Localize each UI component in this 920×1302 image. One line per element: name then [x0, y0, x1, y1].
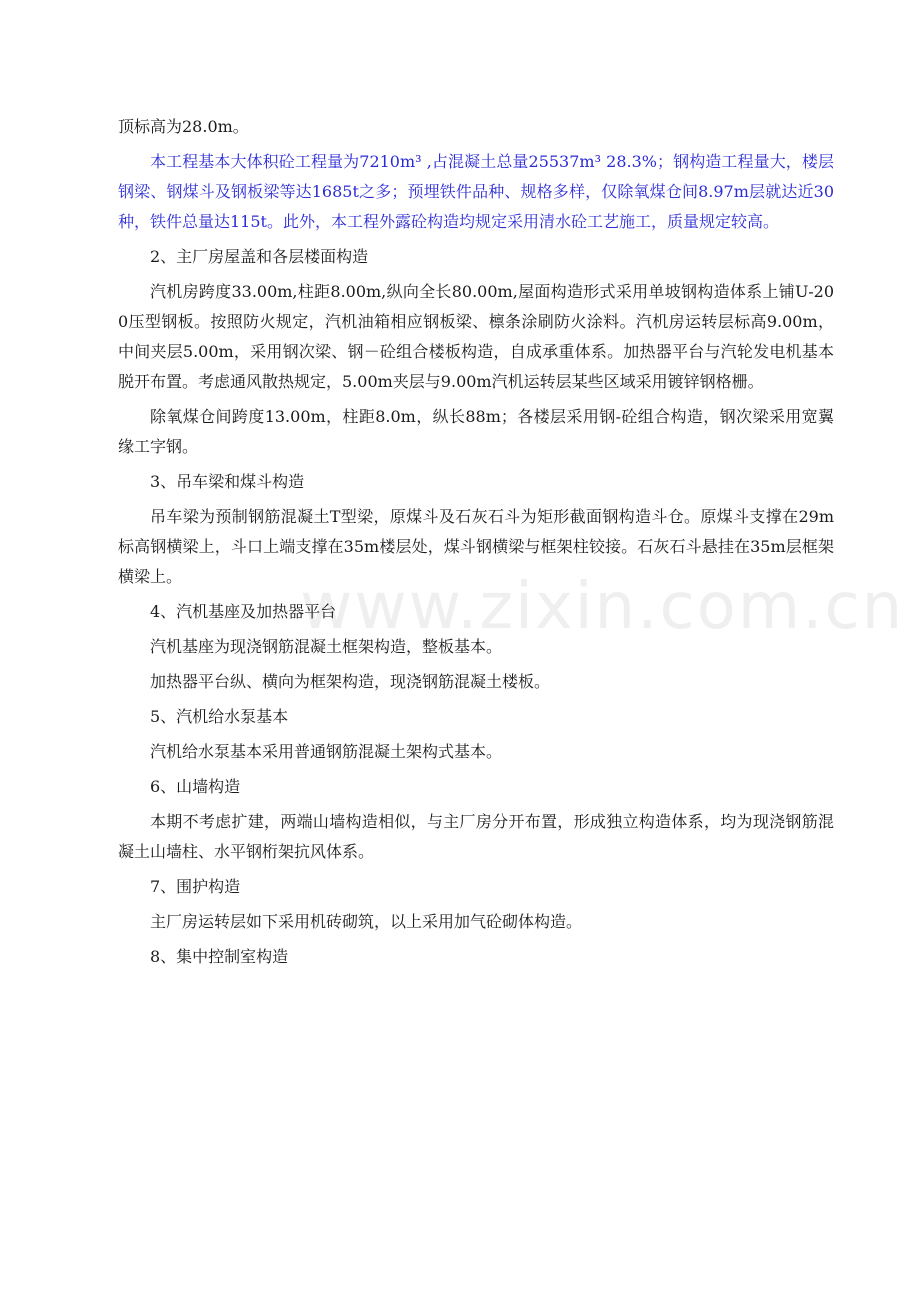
- paragraph-turbine-base: 汽机基座为现浇钢筋混凝土框架构造，整板基本。: [150, 637, 503, 656]
- paragraph-gable-wall: 本期不考虑扩建，两端山墙构造相似，与主厂房分开布置，形成独立构造体系，均为现浇钢筋混凝土山墙柱、水平钢桁架抗风体系。: [118, 812, 834, 861]
- section-heading-8: 8、集中控制室构造: [150, 947, 289, 966]
- section-heading-4: 4、汽机基座及加热器平台: [150, 602, 337, 621]
- paragraph-crane-beam: 吊车梁为预制钢筋混凝土T型梁，原煤斗及石灰石斗为矩形截面钢构造斗仓。原煤斗支撑在29m标高钢横梁上，斗口上端支撑在35m楼层处，煤斗钢横梁与框架柱铰接。石灰石斗悬挂在35m层框架横梁上。: [118, 507, 834, 586]
- section-heading-3: 3、吊车梁和煤斗构造: [150, 472, 305, 491]
- paragraph-continuation: 顶标高为28.0m。: [118, 117, 249, 136]
- section-heading-7: 7、围护构造: [150, 877, 241, 896]
- paragraph-highlight-quantities: 本工程基本大体积砼工程量为7210m³ ,占混凝土总量25537m³ 28.3%；钢构造工程量大，楼层钢梁、钢煤斗及钢板梁等达1685t之多；预埋铁件品种、规格多样，仅除氧煤仓间8.97m层就达近30种，铁件总量达115t。此外，本工程外露砼构造均规定采用清水砼工艺施工，质量规定较高。: [118, 152, 834, 231]
- section-heading-6: 6、山墙构造: [150, 777, 241, 796]
- paragraph-heater-platform: 加热器平台纵、横向为框架构造，现浇钢筋混凝土楼板。: [150, 672, 551, 691]
- paragraph-turbine-hall: 汽机房跨度33.00m,柱距8.00m,纵向全长80.00m,屋面构造形式采用单坡钢构造体系上铺U-200压型钢板。按照防火规定，汽机油箱相应钢板梁、檩条涂刷防火涂料。汽机房运转层标高9.00m，中间夹层5.00m，采用钢次梁、钢－砼组合楼板构造，自成承重体系。加热器平台与汽轮发电机基本脱开布置。考虑通风散热规定，5.00m夹层与9.00m汽机运转层某些区域采用镀锌钢格栅。: [118, 282, 834, 391]
- document-page: [118, 112, 834, 977]
- section-heading-5: 5、汽机给水泵基本: [150, 707, 289, 726]
- paragraph-deaerator-bay: 除氧煤仓间跨度13.00m，柱距8.0m，纵长88m；各楼层采用钢-砼组合构造，钢次梁采用宽翼缘工字钢。: [118, 407, 834, 456]
- watermark: www.zixin.com.cn: [300, 570, 905, 644]
- section-heading-2: 2、主厂房屋盖和各层楼面构造: [150, 247, 369, 266]
- paragraph-enclosure: 主厂房运转层如下采用机砖砌筑，以上采用加气砼砌体构造。: [150, 912, 583, 931]
- paragraph-feedwater-pump: 汽机给水泵基本采用普通钢筋混凝土架构式基本。: [150, 742, 503, 761]
